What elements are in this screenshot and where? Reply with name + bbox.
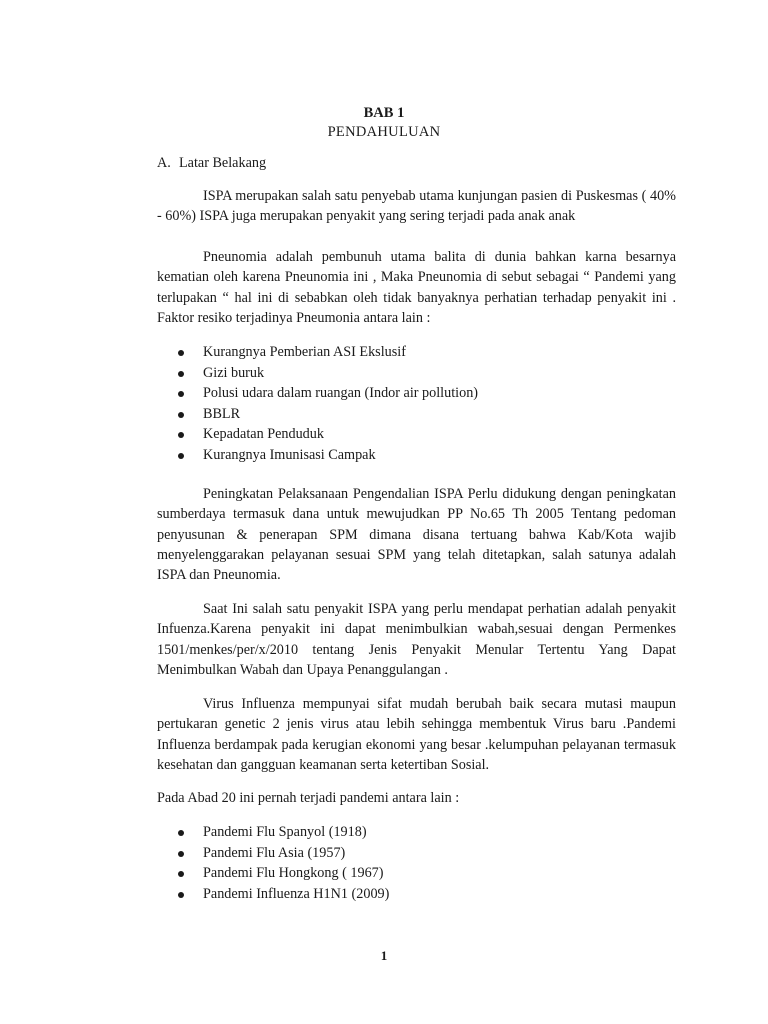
bullet-icon — [178, 453, 184, 459]
list-item: Polusi udara dalam ruangan (Indor air pollution) — [157, 383, 478, 404]
page-number: 1 — [380, 948, 388, 963]
section-heading — [157, 155, 266, 172]
chapter-heading: BAB 1 — [363, 105, 405, 121]
bullet-icon — [178, 371, 184, 377]
bullet-icon — [178, 830, 184, 836]
list-item: Pandemi Flu Hongkong ( 1967) — [157, 863, 389, 884]
list-item: Pandemi Flu Spanyol (1918) — [157, 822, 389, 843]
list-item: BBLR — [157, 404, 478, 425]
bullet-icon — [178, 391, 184, 397]
pandemic-list — [157, 822, 389, 904]
paragraph-pandemi-intro: Pada Abad 20 ini pernah terjadi pandemi antara lain : — [157, 790, 460, 806]
paragraph-pengendalian: Peningkatan Pelaksanaan Pengendalian ISPA Perlu didukung dengan peningkatan sumberdaya termasuk dana untuk mewujudkan PP No.65 Th 2005 Tentang pedoman penyusunan & penerapan SPM dimana disana tertuang bahwa Kab/Kota wajib menyelenggarakan pelayanan sesuai SPM yang telah ditetapkan, salah satunya adalah ISPA dan Pneunomia. — [157, 486, 676, 584]
section-title: Latar Belakang — [179, 155, 267, 171]
bullet-icon — [178, 412, 184, 418]
list-item: Gizi buruk — [157, 363, 478, 384]
list-item: Kepadatan Penduduk — [157, 424, 478, 445]
section-number: A. — [157, 155, 171, 171]
list-item: Pandemi Flu Asia (1957) — [157, 843, 389, 864]
list-item: Pandemi Influenza H1N1 (2009) — [157, 884, 389, 905]
paragraph-ispa: ISPA merupakan salah satu penyebab utama kunjungan pasien di Puskesmas ( 40% - 60%) ISPA juga merupakan penyakit yang sering terjadi pada anak anak — [157, 188, 676, 225]
paragraph-virus: Virus Influenza mempunyai sifat mudah berubah baik secara mutasi maupun pertukaran genetic 2 jenis virus atau lebih sehingga membentuk Virus baru .Pandemi Influenza berdampak pada kerugian ekonomi yang besar .kelumpuhan pelayanan termasuk kesehatan dan gangguan keamanan serta ketertiban Sosial. — [157, 696, 676, 773]
list-item: Kurangnya Pemberian ASI Ekslusif — [157, 342, 478, 363]
chapter-title: PENDAHULUAN — [327, 124, 441, 140]
bullet-icon — [178, 432, 184, 438]
paragraph-influenza: Saat Ini salah satu penyakit ISPA yang perlu mendapat perhatian adalah penyakit Infuenza.Karena penyakit ini dapat menimbulkian wabah,sesuai dengan Permenkes 1501/menkes/per/x/2010 tentang Jenis Penyakit Menular Tertentu Yang Dapat Menimbulkan Wabah dan Upaya Penanggulangan . — [157, 601, 676, 678]
bullet-icon — [178, 871, 184, 877]
bullet-icon — [178, 892, 184, 898]
paragraph-pneunomia: Pneunomia adalah pembunuh utama balita di dunia bahkan karna besarnya kematian oleh karena Pneunomia ini , Maka Pneunomia di sebut sebagai “ Pandemi yang terlupakan “ hal ini di sebabkan oleh tidak banyaknya perhatian terhadap penyakit ini . Faktor resiko terjadinya Pneumonia antara lain : — [157, 249, 676, 326]
bullet-icon — [178, 350, 184, 356]
bullet-icon — [178, 851, 184, 857]
list-item: Kurangnya Imunisasi Campak — [157, 445, 478, 466]
risk-factor-list — [157, 342, 478, 465]
